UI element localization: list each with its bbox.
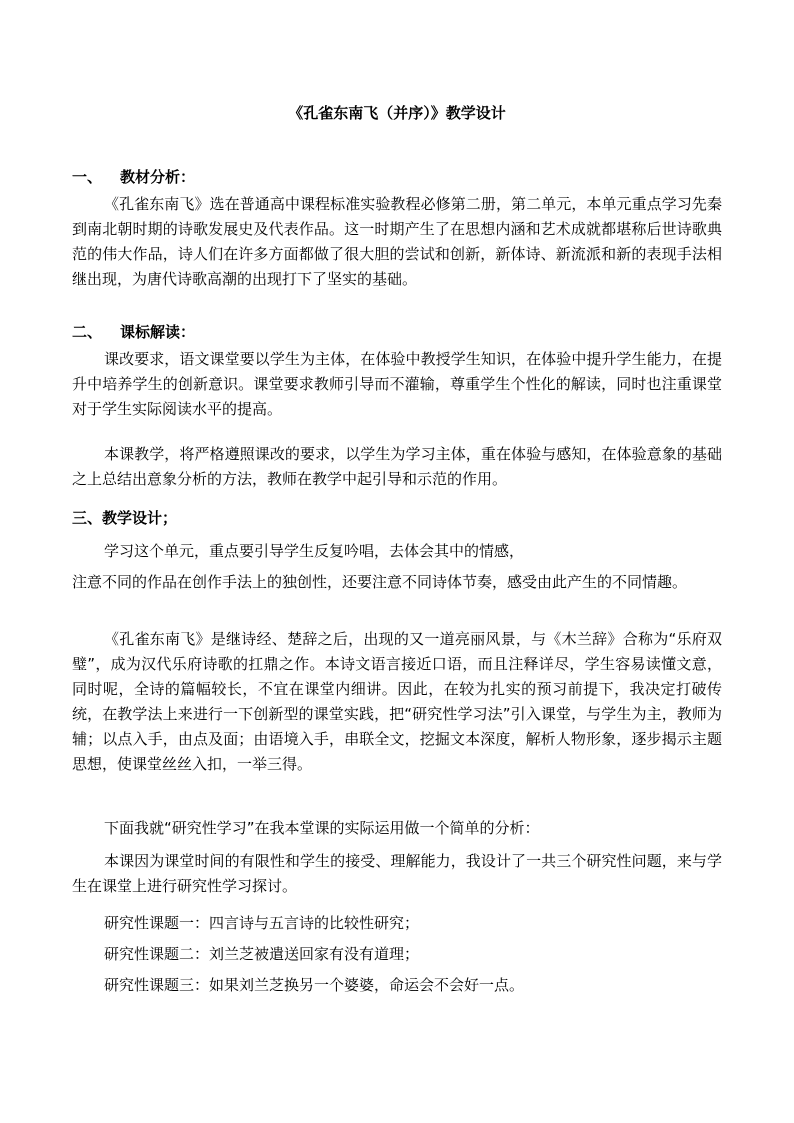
section-number: 二、 — [72, 323, 103, 341]
section-heading-materials — [72, 167, 195, 187]
design-line-2: 注意不同的作品在创作手法上的独创性，还要注意不同诗体节奏，感受由此产生的不同情趣。 — [72, 573, 688, 591]
paragraph-materials: 《孔雀东南飞》选在普通高中课程标准实验教程必修第二册，第二单元，本单元重点学习先秦到南北朝时期的诗歌发展史及代表作品。这一时期产生了在思想内涵和艺术成就都堪称后世诗歌典范的伟大作品，诗人们在许多方面都做了很大胆的尝试和创新，新体诗、新流派和新的表现手法相继出现，为唐代诗歌高潮的出现打下了坚实的基础。 — [72, 195, 722, 288]
section-heading-design: 三、教学设计； — [72, 509, 178, 527]
section-title: 教材分析： — [120, 168, 196, 186]
research-topic-2: 研究性课题二：刘兰芝被遣送回家有没有道理； — [104, 945, 420, 963]
paragraph-standards-2: 本课教学，将严格遵照课改的要求，以学生为学习主体，重在体验与感知，在体验意象的基础之上总结出意象分析的方法，教师在教学中起引导和示范的作用。 — [72, 445, 722, 488]
paragraph-standards-1: 课改要求，语文课堂要以学生为主体，在体验中教授学生知识，在体验中提升学生能力，在提升中培养学生的创新意识。课堂要求教师引导而不灌输，尊重学生个性化的解读，同时也注重课堂对于学生实际阅读水平的提高。 — [72, 350, 722, 418]
section-title: 课标解读： — [120, 323, 196, 341]
paragraph-design-2: 下面我就“研究性学习”在我本堂课的实际运用做一个简单的分析： — [104, 819, 540, 837]
document-title: 《孔雀东南飞（并序）》教学设计 — [288, 104, 506, 122]
paragraph-design-3: 本课因为课堂时间的有限性和学生的接受、理解能力，我设计了一共三个研究性问题，来与学生在课堂上进行研究性学习探讨。 — [72, 852, 722, 895]
section-heading-standards — [72, 322, 195, 342]
paragraph-design-1: 《孔雀东南飞》是继诗经、楚辞之后，出现的又一道亮丽风景，与《木兰辞》合称为“乐府双璧”，成为汉代乐府诗歌的扛鼎之作。本诗文语言接近口语，而且注释详尽，学生容易读懂文意，同时呢，全诗的篇幅较长，不宜在课堂内细讲。因此，在较为扎实的预习前提下，我决定打破传统，在教学法上来进行一下创新型的课堂实践，把“研究性学习法”引入课堂，与学生为主，教师为辅；以点入手，由点及面；由语境入手，串联全文，挖掘文本深度，解析人物形象，逐步揭示主题思想，使课堂丝丝入扣，一举三得。 — [72, 630, 722, 773]
section-number: 一、 — [72, 168, 103, 186]
research-topic-1: 研究性课题一：四言诗与五言诗的比较性研究； — [104, 914, 420, 932]
research-topic-3: 研究性课题三：如果刘兰芝换另一个婆婆，命运会不会好一点。 — [104, 976, 525, 994]
design-line-1: 学习这个单元，重点要引导学生反复吟唱，去体会其中的情感， — [104, 542, 525, 560]
